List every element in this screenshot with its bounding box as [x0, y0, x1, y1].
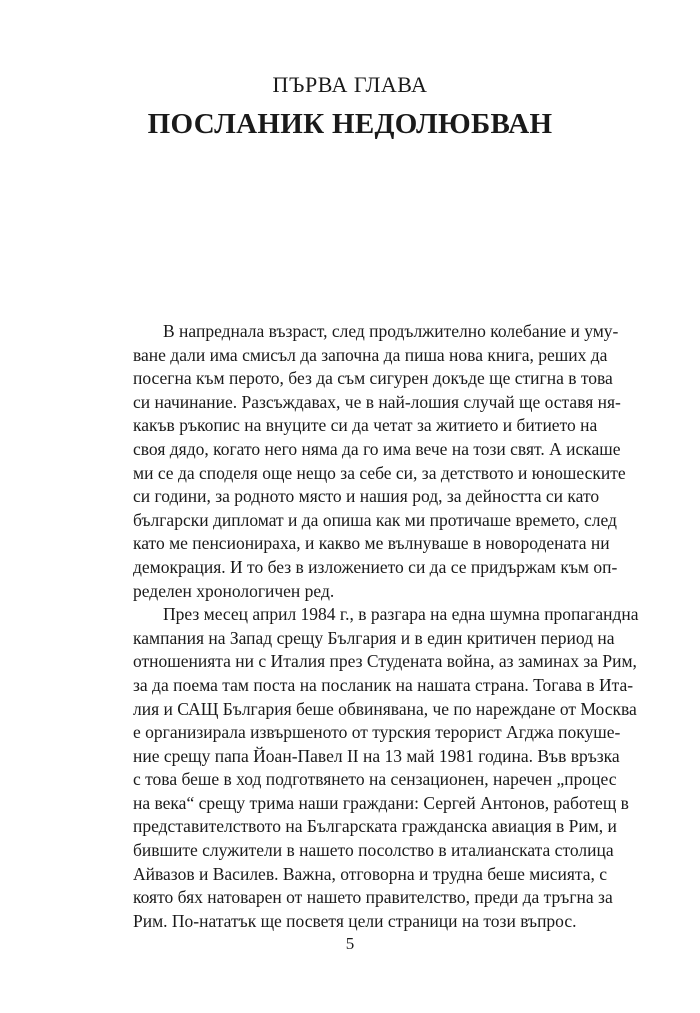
paragraph-line: лия и САЩ България беше обвинявана, че по нареждане от Москва — [133, 698, 637, 719]
paragraph-line: демокрация. И то без в изложението си да се придържам към оп- — [133, 556, 618, 577]
paragraph — [133, 320, 626, 603]
paragraph-line: Рим. По-нататък ще посветя цели страници на този въпрос. — [133, 910, 577, 931]
paragraph-line: като ме пенсионираха, и какво ме вълнуваше в новородената ни — [133, 533, 610, 554]
paragraph-line: представителството на Българската гражданска авиация в Рим, и — [133, 816, 617, 837]
paragraph-line: своя дядо, когато него няма да го има вече на този свят. А искаше — [133, 438, 621, 459]
paragraph-line: за да поема там поста на посланик на нашата страна. Тогава в Ита- — [133, 674, 634, 695]
chapter-title: ПОСЛАНИК НЕДОЛЮБВАН — [147, 108, 553, 140]
paragraph-line: ми се да споделя още нещо за себе си, за детството и юношеските — [133, 462, 626, 483]
paragraph-line: посегна към перото, без да съм сигурен докъде ще стигна в това — [133, 368, 613, 389]
paragraph-line: кампания на Запад срещу България и в един критичен период на — [133, 627, 615, 648]
paragraph-line: български дипломат и да опиша как ми протичаше времето, след — [133, 509, 617, 530]
paragraph-line: какъв ръкопис на внуците си да четат за житието и битието на — [133, 415, 598, 436]
paragraph-line: ване дали има смисъл да започна да пиша нова книга, реших да — [133, 344, 608, 365]
paragraph-line: ределен хронологичен ред. — [133, 580, 335, 601]
paragraph-line: с това беше в ход подготвянето на сензационен, наречен „процес — [133, 769, 617, 790]
body-text — [133, 320, 639, 933]
paragraph-line: отношенията ни с Италия през Студената война, аз заминах за Рим, — [133, 651, 637, 672]
paragraph-line: В напреднала възраст, след продължително колебание и уму- — [163, 321, 619, 341]
page-number: 5 — [345, 934, 355, 953]
paragraph-line: е организирала извършеното от турския терорист Агджа покуше- — [133, 722, 621, 743]
paragraph-line: Айвазов и Василев. Важна, отговорна и трудна беше мисията, с — [133, 863, 608, 884]
paragraph — [133, 603, 639, 933]
paragraph-line: си години, за родното място и нашия род, за дейността си като — [133, 486, 600, 507]
paragraph-line: ние срещу папа Йоан-Павел II на 13 май 1981 година. Във връзка — [133, 745, 620, 766]
paragraph-line: си начинание. Разсъждавах, че в най-лошия случай ще оставя ня- — [133, 391, 621, 412]
paragraph-line: на века“ срещу трима наши граждани: Сергей Антонов, работещ в — [133, 792, 629, 813]
paragraph-line: бившите служители в нашето посолство в италианската столица — [133, 840, 614, 861]
paragraph-line: През месец април 1984 г., в разгара на една шумна пропагандна — [163, 604, 639, 625]
chapter-label: ПЪРВА ГЛАВА — [272, 72, 428, 97]
paragraph-line: която бях натоварен от нашето правителство, преди да тръгна за — [133, 887, 613, 908]
